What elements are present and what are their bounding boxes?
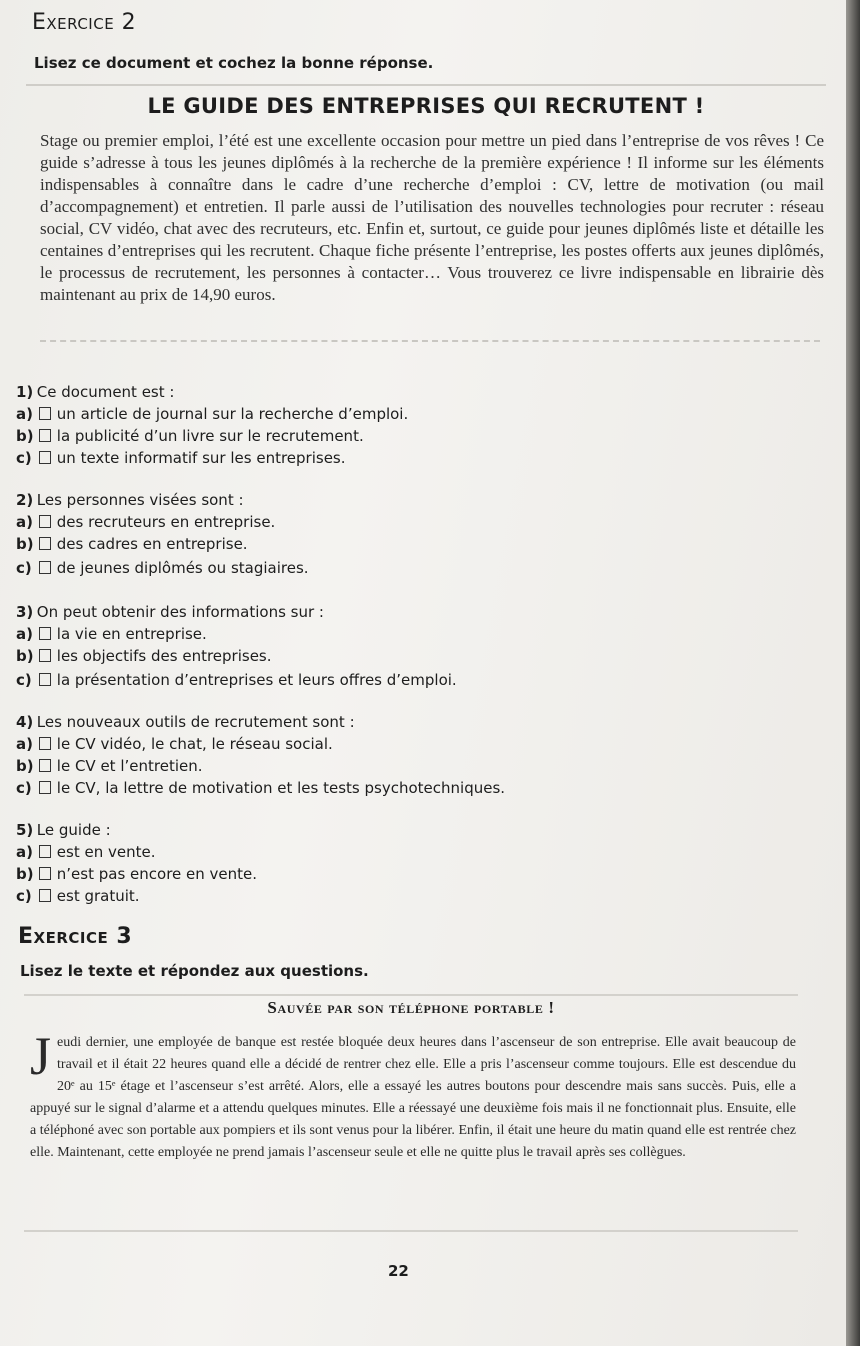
option-1c[interactable]: c) un texte informatif sur les entreprises. [16, 449, 346, 467]
checkbox-4c[interactable] [39, 781, 51, 794]
checkbox-4a[interactable] [39, 737, 51, 750]
question-1: 1) Ce document est : [16, 383, 175, 401]
exercise2-instruction: Lisez ce document et cochez la bonne réponse. [34, 54, 434, 72]
option-1b[interactable]: b) la publicité d’un livre sur le recrutement. [16, 427, 364, 445]
option-5c[interactable]: c) est gratuit. [16, 887, 140, 905]
story-box [24, 994, 798, 1232]
checkbox-3a[interactable] [39, 627, 51, 640]
checkbox-2b[interactable] [39, 537, 51, 550]
option-2a[interactable]: a) des recruteurs en entreprise. [16, 513, 276, 531]
option-2b[interactable]: b) des cadres en entreprise. [16, 535, 248, 553]
checkbox-5b[interactable] [39, 867, 51, 880]
option-4a[interactable]: a) le CV vidéo, le chat, le réseau social. [16, 735, 333, 753]
exercise3-title: Exercice 3 [18, 924, 133, 949]
option-3a[interactable]: a) la vie en entreprise. [16, 625, 207, 643]
question-5: 5) Le guide : [16, 821, 111, 839]
option-1a[interactable]: a) un article de journal sur la recherche d’emploi. [16, 405, 409, 423]
checkbox-3c[interactable] [39, 673, 51, 686]
page-edge-shadow [846, 0, 860, 1346]
question-3: 3) On peut obtenir des informations sur : [16, 603, 324, 621]
option-4c[interactable]: c) le CV, la lettre de motivation et les tests psychotechniques. [16, 779, 506, 797]
guide-document [26, 84, 826, 348]
option-4b[interactable]: b) le CV et l’entretien. [16, 757, 203, 775]
option-5b[interactable]: b) n’est pas encore en vente. [16, 865, 258, 883]
checkbox-3b[interactable] [39, 649, 51, 662]
checkbox-4b[interactable] [39, 759, 51, 772]
story-text: eudi dernier, une employée de banque est restée bloquée deux heures dans l’ascenseur de son entreprise. Elle avait beaucoup de travail et il était 22 heures quand elle a décidé de rentrer chez elle. Elle a pris l’ascenseur comme toujours. Elle est descendue du 20ᵉ au 15ᵉ étage et l’ascenseur s’est arrêté. Alors, elle a essayé les autres boutons pour descendre mais sans succès. Puis, elle a appuyé sur le signal d’alarme et a attendu quelques minutes. Elle a réessayé une deuxième fois mais il ne fonctionnait plus. Ensuite, elle a téléphoné avec son portable aux pompiers et ils sont venus pour la libérer. Enfin, il était une heure du matin quand elle est rentrée chez elle. Maintenant, cette employée ne prend jamais l’ascenseur seule et elle ne quitte plus le travail après ses collègues. [30, 1035, 796, 1160]
document-divider [40, 340, 820, 342]
checkbox-1a[interactable] [39, 407, 51, 420]
story-dropcap: J [30, 1026, 52, 1086]
option-3c[interactable]: c) la présentation d’entreprises et leurs offres d’emploi. [16, 671, 457, 689]
question-2: 2) Les personnes visées sont : [16, 491, 244, 509]
checkbox-5a[interactable] [39, 845, 51, 858]
checkbox-2c[interactable] [39, 561, 51, 574]
option-2c[interactable]: c) de jeunes diplômés ou stagiaires. [16, 559, 309, 577]
checkbox-5c[interactable] [39, 889, 51, 902]
guide-text: Stage ou premier emploi, l’été est une excellente occasion pour mettre un pied dans l’entreprise de vos rêves ! Ce guide s’adresse à tous les jeunes diplômés à la recherche de la première expérience ! Il informe sur les éléments indispensables à connaître dans le cadre d’une recherche d’emploi : CV, lettre de motivation (ou mail d’accompagnement) et entretien. Il parle aussi de l’utilisation des nouvelles technologies pour recruter : réseau social, CV vidéo, chat avec des recruteurs, etc. Enfin et, surtout, ce guide pour jeunes diplômés liste et détaille les centaines d’entreprises qui les recrutent. Chaque fiche présente l’entreprise, les postes offerts aux jeunes diplômés, le processus de recrutement, les personnes à contacter… Vous trouverez ce livre indispensable en librairie dès maintenant au prix de 14,90 euros. [40, 131, 824, 304]
checkbox-1c[interactable] [39, 451, 51, 464]
guide-title: LE GUIDE DES ENTREPRISES QUI RECRUTENT ! [147, 94, 705, 118]
checkbox-2a[interactable] [39, 515, 51, 528]
question-4: 4) Les nouveaux outils de recrutement sont : [16, 713, 355, 731]
story-text-block [30, 1026, 796, 1164]
checkbox-1b[interactable] [39, 429, 51, 442]
exercise2-title: Exercice 2 [32, 10, 137, 35]
story-title: Sauvée par son téléphone portable ! [267, 998, 555, 1017]
page-number: 22 [388, 1262, 409, 1280]
option-3b[interactable]: b) les objectifs des entreprises. [16, 647, 272, 665]
option-5a[interactable]: a) est en vente. [16, 843, 156, 861]
exercise3-instruction: Lisez le texte et répondez aux questions. [20, 962, 369, 980]
